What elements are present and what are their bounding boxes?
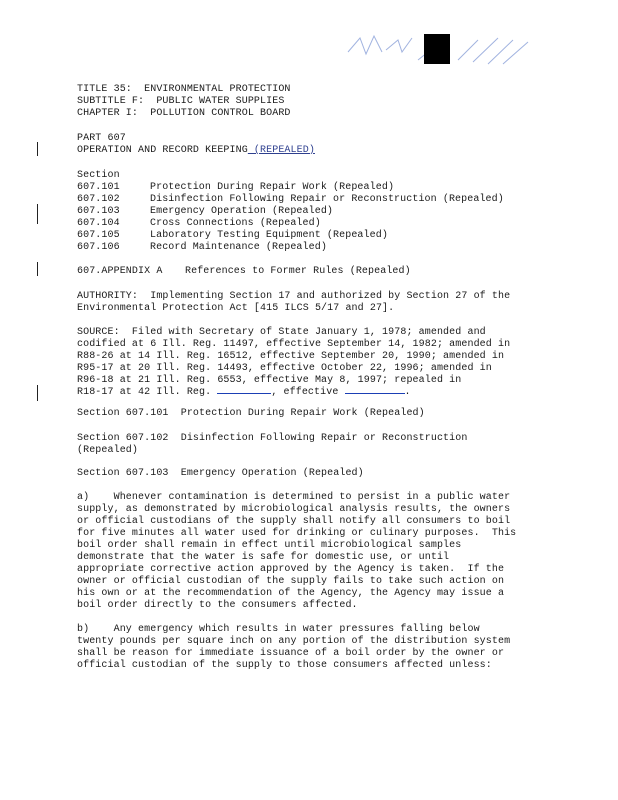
para-a-line: boil order shall remain in effect until microbiological samples — [77, 540, 462, 551]
para-b-line: twenty pounds per square inch on any portion of the distribution system — [77, 636, 511, 647]
toc-heading: Section — [77, 170, 120, 181]
source-line: R96-18 at 21 Ill. Reg. 6553, effective May 8, 1997; repealed in — [77, 375, 462, 386]
source-line: SOURCE: Filed with Secretary of State January 1, 1978; amended and — [77, 327, 486, 338]
para-b-line: b) Any emergency which results in water pressures falling below — [77, 624, 480, 635]
toc-entry: 607.104 — [77, 218, 120, 229]
toc-entry: 607.106 — [77, 242, 120, 253]
change-bar — [37, 204, 38, 224]
chapter-line: CHAPTER I: POLLUTION CONTROL BOARD — [77, 108, 291, 119]
toc-entry: 607.105 — [77, 230, 120, 241]
para-a-line: a) Whenever contamination is determined to persist in a public water — [77, 492, 511, 503]
toc-entry-title: Protection During Repair Work (Repealed) — [150, 182, 395, 193]
toc-entry: 607.101 — [77, 182, 120, 193]
title-line: TITLE 35: ENVIRONMENTAL PROTECTION — [77, 84, 291, 95]
para-a-line: boil order directly to the consumers affected. — [77, 600, 358, 611]
para-a-line: owner or official custodian of the supply fails to take such action on — [77, 576, 505, 587]
authority-line: Environmental Protection Act [415 ILCS 5/17 and 27]. — [77, 303, 395, 314]
para-b-line: shall be reason for immediate issuance of a boil order by the owner or — [77, 648, 505, 659]
para-a-line: supply, as demonstrated by microbiological analysis results, the owners — [77, 504, 511, 515]
toc-entry: 607.102 — [77, 194, 120, 205]
change-bar — [37, 385, 38, 401]
toc-entry-title: Laboratory Testing Equipment (Repealed) — [150, 230, 388, 241]
para-a-line: demonstrate that the water is safe for domestic use, or until — [77, 552, 450, 563]
part-name: OPERATION AND RECORD KEEPING (REPEALED) — [77, 145, 315, 156]
source-line: R88-26 at 14 Ill. Reg. 16512, effective September 20, 1990; amended in — [77, 351, 505, 362]
change-bar — [37, 262, 38, 276]
section-heading-102: Section 607.102 Disinfection Following Repair or Reconstruction — [77, 433, 468, 444]
para-a-line: for five minutes all water used for drinking or culinary purposes. This — [77, 528, 517, 539]
section-heading-102-cont: (Repealed) — [77, 445, 139, 456]
section-heading-101: Section 607.101 Protection During Repair Work (Repealed) — [77, 408, 425, 419]
authority-line: AUTHORITY: Implementing Section 17 and authorized by Section 27 of the — [77, 291, 511, 302]
toc-entry-title: Emergency Operation (Repealed) — [150, 206, 334, 217]
toc-entry-title: Cross Connections (Repealed) — [150, 218, 321, 229]
part-number: PART 607 — [77, 133, 126, 144]
change-bar — [37, 142, 38, 156]
para-a-line: appropriate corrective action approved by the Agency is taken. If the — [77, 564, 505, 575]
section-heading-103: Section 607.103 Emergency Operation (Repealed) — [77, 468, 364, 479]
source-line: R18-17 at 42 Ill. Reg. , effective . — [77, 387, 411, 398]
appendix-title: References to Former Rules (Repealed) — [185, 266, 411, 277]
toc-entry-title: Record Maintenance (Repealed) — [150, 242, 327, 253]
source-line: codified at 6 Ill. Reg. 11497, effective September 14, 1982; amended in — [77, 339, 511, 350]
source-line: R95-17 at 20 Ill. Reg. 14493, effective October 22, 1996; amended in — [77, 363, 492, 374]
toc-entry-title: Disinfection Following Repair or Reconstruction (Repealed) — [150, 194, 504, 205]
subtitle-line: SUBTITLE F: PUBLIC WATER SUPPLIES — [77, 96, 285, 107]
signature-stamp — [338, 30, 538, 70]
para-a-line: or official custodians of the supply shall notify all consumers to boil — [77, 516, 511, 527]
appendix-num: 607.APPENDIX A — [77, 266, 163, 277]
para-a-line: his own or at the recommendation of the Agency, the Agency may issue a — [77, 588, 505, 599]
para-b-line: official custodian of the supply to those consumers affected unless: — [77, 660, 492, 671]
toc-entry: 607.103 — [77, 206, 120, 217]
